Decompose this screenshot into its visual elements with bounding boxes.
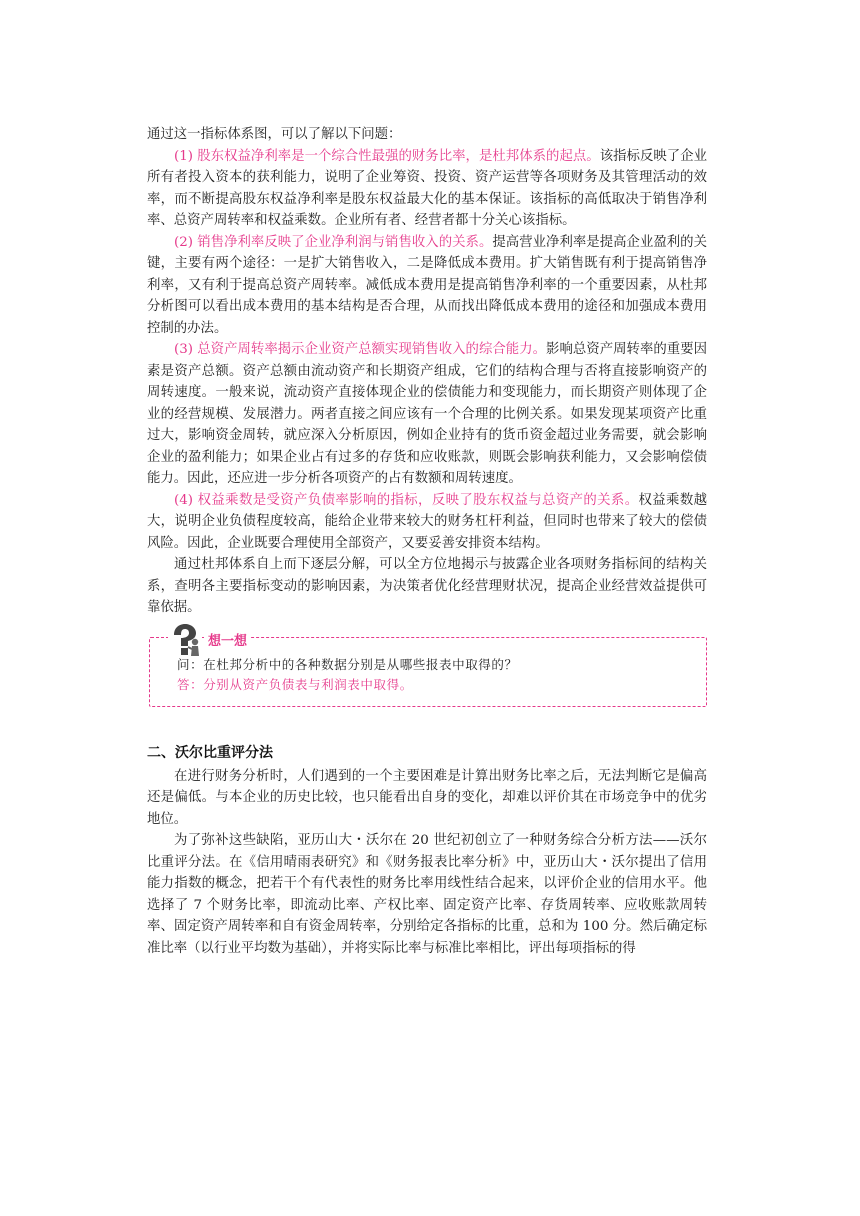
section-2-paragraph-1: 在进行财务分析时，人们遇到的一个主要困难是计算出财务比率之后，无法判断它是偏高还是偏低。与本企业的历史比较，也只能看出自身的变化，却难以评价其在市场竞争中的优劣地位。	[147, 768, 707, 827]
think-answer: 答：分别从资产负债表与利润表中取得。	[177, 676, 413, 692]
point-1-text: 该指标反映了企业所有者投入资本的获利能力，说明了企业筹资、投资、资产运营等各项财务及其管理活动的效率，而不断提高股东权益净利率是股东权益最大化的基本保证。该指标的高低取决于销售净利率、总资产周转率和权益乘数。企业所有者、经营者都十分关心该指标。	[147, 148, 707, 228]
point-2-text: 提高营业净利率是提高企业盈利的关键，主要有两个途径：一是扩大销售收入，二是降低成本费用。扩大销售既有利于提高销售净利率，又有利于提高总资产周转率。减低成本费用是提高销售净利率的一个重要因素，从杜邦分析图可以看出成本费用的基本结构是否合理，从而找出降低成本费用的途径和加强成本费用控制的办法。	[147, 234, 707, 336]
point-3-paragraph	[147, 339, 707, 490]
point-1-highlight: (1) 股东权益净利率是一个综合性最强的财务比率，是杜邦体系的起点。	[174, 148, 600, 164]
intro-paragraph: 通过这一指标体系图，可以了解以下问题：	[147, 127, 402, 142]
question-mark-figure-icon	[168, 622, 202, 658]
think-question: 问：在杜邦分析中的各种数据分别是从哪些报表中取得的？	[177, 656, 518, 672]
section-2-heading: 二、沃尔比重评分法	[147, 744, 273, 761]
think-box	[149, 633, 707, 707]
point-3-text: 影响总资产周转率的重要因素是资产总额。资产总额由流动资产和长期资产组成，它们的结构合理与否将直接影响资产的周转速度。一般来说，流动资产直接体现企业的偿债能力和变现能力，而长期资产则体现了企业的经营规模、发展潜力。两者直接之间应该有一个合理的比例关系。如果发现某项资产比重过大，影响资金周转，就应深入分析原因，例如企业持有的货币资金超过业务需要，就会影响企业的盈利能力；如果企业占有过多的存货和应收账款，则既会影响获利能力，又会影响偿债能力。因此，还应进一步分析各项资产的占有数额和周转速度。	[147, 342, 708, 486]
point-4-text: 权益乘数越大，说明企业负债程度较高，能给企业带来较大的财务杠杆利益，但同时也带来了较大的偿债风险。因此，企业既要合理使用全部资产，又要妥善安排资本结构。	[147, 492, 708, 551]
point-1-paragraph	[147, 146, 707, 232]
summary-paragraph: 通过杜邦体系自上而下逐层分解，可以全方位地揭示与披露企业各项财务指标间的结构关系，查明各主要指标变动的影响因素，为决策者优化经营理财状况，提高企业经营效益提供可靠依据。	[147, 557, 707, 615]
think-title: 想一想	[204, 630, 251, 649]
document-page	[147, 124, 707, 959]
point-2-paragraph	[147, 232, 707, 340]
point-4-highlight: (4) 权益乘数是受资产负债率影响的指标，反映了股东权益与总资产的关系。	[174, 492, 639, 508]
point-3-highlight: (3) 总资产周转率揭示企业资产总额实现销售收入的综合能力。	[174, 342, 547, 357]
point-4-paragraph	[147, 490, 707, 555]
section-2-paragraph-2: 为了弥补这些缺陷，亚历山大・沃尔在 20 世纪初创立了一种财务综合分析方法——沃尔比重评分法。在《信用晴雨表研究》和《财务报表比率分析》中，亚历山大・沃尔提出了信用能力指数的概念，把若干个有代表性的财务比率用线性结合起来，以评价企业的信用水平。他选择了 7 个财务比率，即流动比率、产权比率、固定资产比率、存货周转率、应收账款周转率、固定资产周转率和自有资金周转率，分别给定各指标的比重，总和为 100 分。然后确定标准比率（以行业平均数为基础），并将实际比率与标准比率相比，评出每项指标的得	[147, 833, 707, 956]
point-2-highlight: (2) 销售净利率反映了企业净利润与销售收入的关系。	[174, 234, 493, 250]
